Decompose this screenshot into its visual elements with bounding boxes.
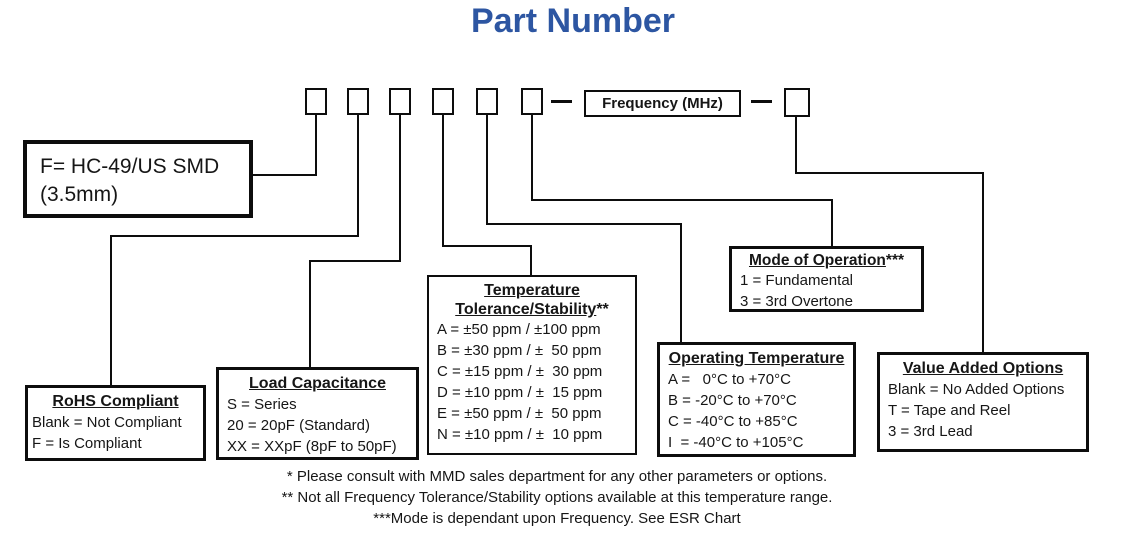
connector-line (795, 115, 797, 174)
footnote-marker: ** (596, 301, 609, 318)
digit-box-operating-temp (476, 88, 498, 115)
digit-box-rohs (347, 88, 369, 115)
digit-box-tolerance (432, 88, 454, 115)
value-added-option: T = Tape and Reel (888, 402, 1011, 419)
connector-line (309, 260, 311, 368)
operating-temp-option: A = 0°C to +70°C (668, 371, 791, 388)
digit-box-value-added (784, 88, 810, 117)
load-capacitance-option: XX = XXpF (8pF to 50pF) (227, 438, 397, 455)
rohs-title: RoHS Compliant (52, 393, 179, 410)
connector-line (982, 172, 984, 354)
connector-line (486, 223, 682, 225)
operating-temp-option: I = -40°C to +105°C (668, 434, 804, 451)
load-capacitance-option: S = Series (227, 396, 297, 413)
connector-line (531, 113, 533, 201)
load-capacitance-title: Load Capacitance (249, 375, 386, 392)
tolerance-option: D = ±10 ppm / ± 15 ppm (437, 384, 603, 401)
connector-line (831, 199, 833, 248)
tolerance-option: N = ±10 ppm / ± 10 ppm (437, 426, 603, 443)
footnote: * Please consult with MMD sales department for any other parameters or options. (286, 468, 828, 485)
operating-temperature-title: Operating Temperature (668, 350, 845, 367)
connector-line (442, 113, 444, 247)
connector-line (110, 235, 359, 237)
mode-of-operation-box (729, 246, 924, 312)
connector-line (486, 113, 488, 225)
operating-temperature-box (657, 342, 856, 457)
series-line: (3.5mm) (40, 183, 119, 206)
value-added-title: Value Added Options (902, 360, 1064, 377)
connector-line (680, 223, 682, 344)
tolerance-option: C = ±15 ppm / ± 30 ppm (437, 363, 603, 380)
connector-line (795, 172, 984, 174)
operating-temp-option: C = -40°C to +85°C (668, 413, 798, 430)
connector-line (530, 245, 532, 276)
operating-temp-option: B = -20°C to +70°C (668, 392, 797, 409)
mode-title: Mode of Operation*** (748, 252, 905, 269)
value-added-option: Blank = No Added Options (888, 381, 1065, 398)
dash-right (751, 100, 772, 103)
digit-box-series (305, 88, 327, 115)
digit-box-load-capacitance (389, 88, 411, 115)
footnotes (6, 466, 1108, 529)
connector-line (531, 199, 833, 201)
page-title: Part Number (470, 2, 676, 40)
connector-line (399, 113, 401, 262)
connector-line (253, 174, 317, 176)
tolerance-option: B = ±30 ppm / ± 50 ppm (437, 342, 602, 359)
temperature-tolerance-title: Temperature (484, 282, 580, 299)
series-line: F= HC-49/US SMD (40, 155, 220, 178)
mode-option: 3 = 3rd Overtone (740, 293, 853, 310)
tolerance-option: A = ±50 ppm / ±100 ppm (437, 321, 601, 338)
connector-line (309, 260, 401, 262)
rohs-box (25, 385, 206, 461)
value-added-options-box (877, 352, 1089, 452)
connector-line (315, 113, 317, 176)
footnote: ** Not all Frequency Tolerance/Stability options available at this temperature range. (281, 489, 833, 506)
temperature-tolerance-box (427, 275, 637, 455)
frequency-label: Frequency (MHz) (602, 95, 723, 112)
connector-line (442, 245, 532, 247)
rohs-option: F = Is Compliant (32, 435, 142, 452)
frequency-field-box (584, 90, 741, 117)
tolerance-option: E = ±50 ppm / ± 50 ppm (437, 405, 602, 422)
digit-box-mode (521, 88, 543, 115)
value-added-option: 3 = 3rd Lead (888, 423, 973, 440)
connector-line (110, 235, 112, 387)
footnote: ***Mode is dependant upon Frequency. See ESR Chart (373, 510, 741, 527)
load-capacitance-option: 20 = 20pF (Standard) (227, 417, 371, 434)
footnote-marker: *** (885, 252, 905, 269)
load-capacitance-box (216, 367, 419, 460)
temperature-tolerance-title2: Tolerance/Stability** (455, 301, 609, 318)
connector-line (357, 113, 359, 237)
series-box (23, 140, 253, 218)
dash-left (551, 100, 572, 103)
rohs-option: Blank = Not Compliant (32, 414, 182, 431)
mode-option: 1 = Fundamental (740, 272, 853, 289)
